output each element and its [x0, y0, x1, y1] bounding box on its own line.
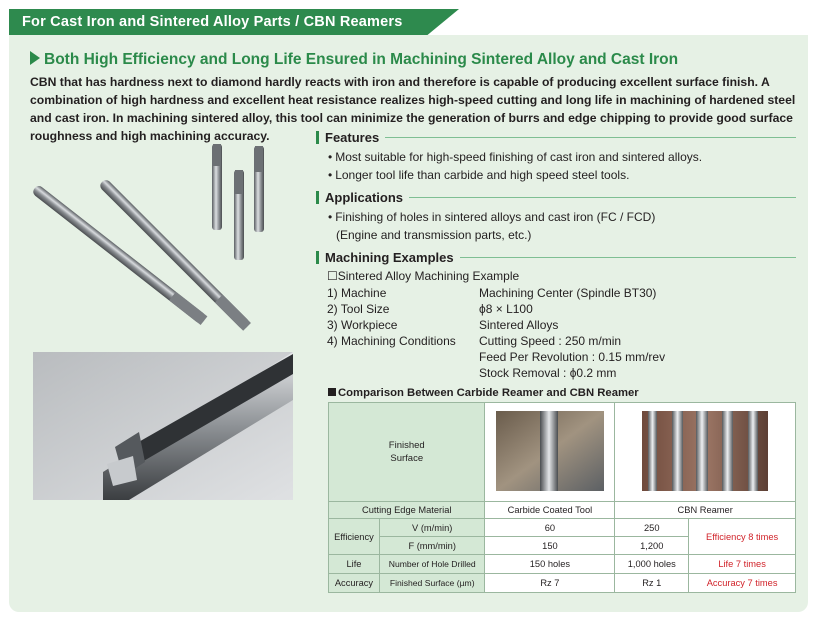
table-row [329, 574, 796, 593]
col-cbn-header: CBN Reamer [615, 502, 796, 519]
finished-surface-label: Finished Surface [329, 403, 485, 502]
machining-row-label: 1) Machine [327, 286, 387, 300]
table-row [329, 555, 796, 574]
cutting-edge-material-label: Cutting Edge Material [329, 502, 485, 519]
page-title: For Cast Iron and Sintered Alloy Parts / CBN Reamers [22, 14, 403, 30]
section-subtitle: Both High Efficiency and Long Life Ensured in Machining Sintered Alloy and Cast Iron [30, 51, 678, 69]
v-cbn: 250 [615, 519, 689, 537]
col-carbide-header: Carbide Coated Tool [485, 502, 615, 519]
features-item-1: • Most suitable for high-speed finishing of cast iron and sintered alloys. [328, 150, 703, 164]
machining-example-title: ☐Sintered Alloy Machining Example [327, 269, 520, 283]
machining-row-value: Cutting Speed : 250 m/min [479, 334, 622, 348]
accuracy-result: Accuracy 7 times [689, 574, 796, 593]
applications-item-2: (Engine and transmission parts, etc.) [336, 228, 532, 242]
cutting-edge-closeup-image [33, 352, 293, 500]
efficiency-result: Efficiency 8 times [689, 519, 796, 555]
applications-item-1: • Finishing of holes in sintered alloys and cast iron (FC / FCD) [328, 210, 656, 224]
table-row [329, 519, 796, 537]
table-row [329, 502, 796, 519]
surface-label: Finished Surface (µm) [379, 574, 485, 593]
surface-carbide: Rz 7 [485, 574, 615, 593]
efficiency-label: Efficiency [329, 519, 380, 555]
life-result: Life 7 times [689, 555, 796, 574]
intro-paragraph: CBN that has hardness next to diamond hardly reacts with iron and therefore is capable of producing excellent surface finish. A combination of high hardness and excellent heat resistance realizes high-speed cutting and long life in machining of hardened steel and cast iron. In machining sintered alloy, this tool can minimize the generation of burrs and edge chipping to provide good surface roughness and high machining accuracy. [30, 75, 796, 143]
machining-heading: Machining Examples [316, 250, 796, 265]
surface-cbn: Rz 1 [615, 574, 689, 593]
triangle-icon [30, 51, 40, 65]
machining-row-label: 4) Machining Conditions [327, 334, 456, 348]
machining-extra-feed: Feed Per Revolution : 0.15 mm/rev [479, 350, 666, 364]
comparison-table [328, 402, 796, 593]
machining-row-label: 3) Workpiece [327, 318, 398, 332]
machining-extra-stock: Stock Removal : ϕ0.2 mm [479, 366, 617, 380]
f-label: F (mm/min) [379, 537, 485, 555]
comparison-title: Comparison Between Carbide Reamer and CBN Reamer [328, 387, 639, 399]
v-label: V (m/min) [379, 519, 485, 537]
table-row [329, 403, 796, 502]
holes-cbn: 1,000 holes [615, 555, 689, 574]
machining-row-value: Sintered Alloys [479, 318, 559, 332]
machining-row-value: Machining Center (Spindle BT30) [479, 286, 657, 300]
reamer-tools-image [30, 138, 280, 338]
f-cbn: 1,200 [615, 537, 689, 555]
features-heading: Features [316, 130, 796, 145]
holes-carbide: 150 holes [485, 555, 615, 574]
v-carbide: 60 [485, 519, 615, 537]
carbide-surface-photo [485, 403, 615, 502]
holes-label: Number of Hole Drilled [379, 555, 485, 574]
machining-row-label: 2) Tool Size [327, 302, 390, 316]
accuracy-label: Accuracy [329, 574, 380, 593]
f-carbide: 150 [485, 537, 615, 555]
life-label: Life [329, 555, 380, 574]
features-item-2: • Longer tool life than carbide and high speed steel tools. [328, 168, 630, 182]
cbn-surface-photo [615, 403, 796, 502]
applications-heading: Applications [316, 190, 796, 205]
machining-row-value: ϕ8 × L100 [479, 302, 533, 316]
